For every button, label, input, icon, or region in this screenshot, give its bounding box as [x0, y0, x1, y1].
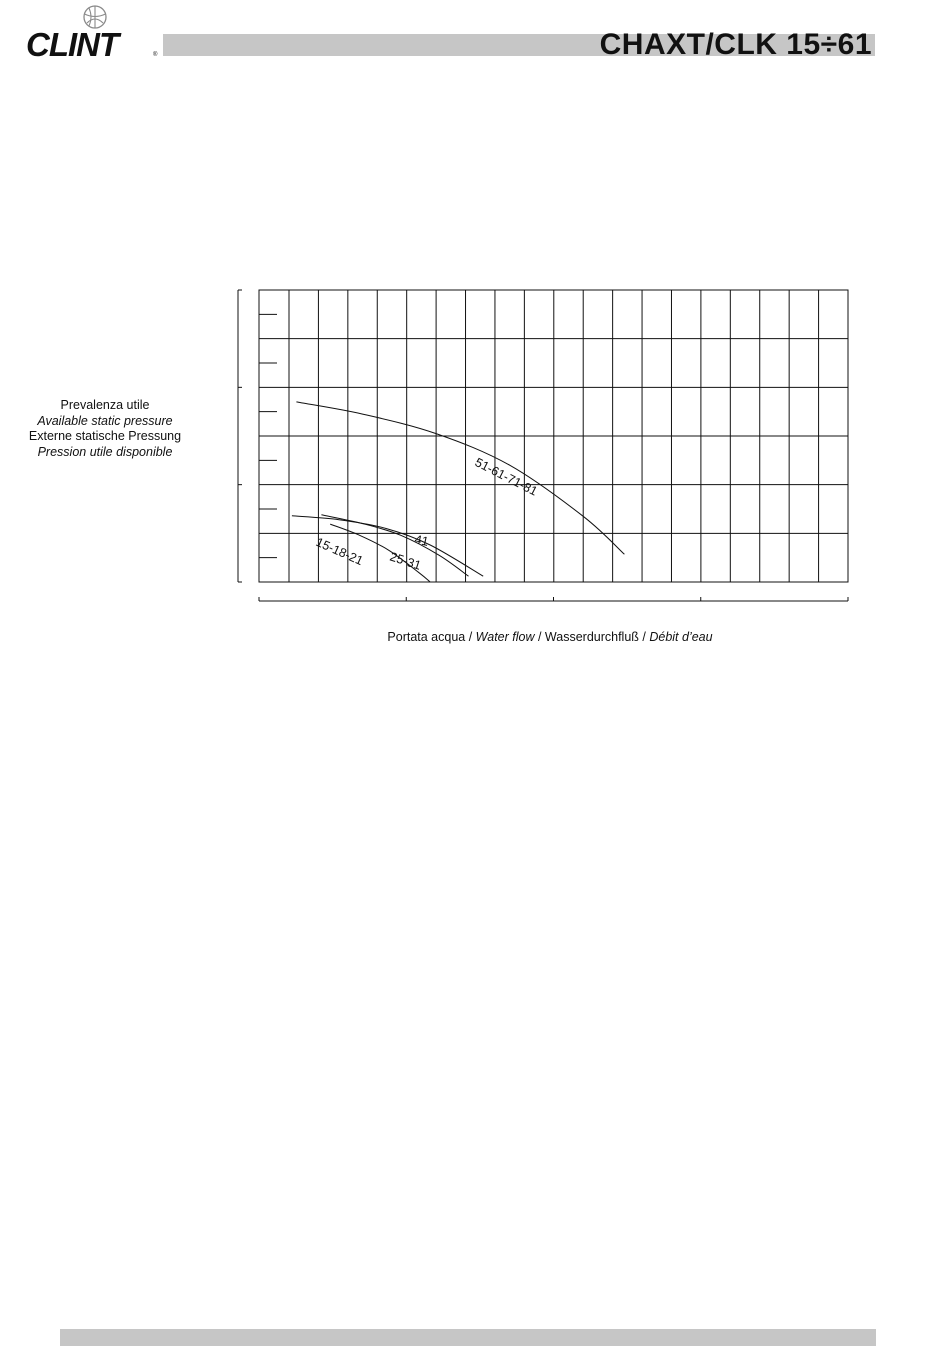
- curve-label-15-18-21: 15-18-21: [313, 534, 366, 569]
- y-axis-label-line: Pression utile disponible: [37, 444, 173, 459]
- y-axis-label-line: Externe statische Pressung: [28, 429, 182, 443]
- registered-mark: ®: [153, 52, 158, 58]
- series-line-51-61-71-81: [296, 402, 624, 554]
- curve-label-51-61-71-81: 51-61-71-81: [472, 455, 540, 499]
- y-axis-label-line: Available static pressure: [37, 413, 173, 428]
- x-axis-label-part: / Wasserdurchfluß /: [534, 630, 650, 644]
- curve-label-25-31: 25-31: [388, 549, 423, 573]
- y-axis-label-line: Prevalenza utile: [60, 398, 150, 412]
- curve-label-41: 41: [413, 532, 430, 549]
- x-axis-label-part: Portata acqua /: [387, 630, 476, 644]
- page-title: CHAXT/CLK 15÷61: [599, 28, 872, 61]
- x-axis-label-part: Water flow: [475, 630, 535, 644]
- chart-grid: [259, 290, 848, 582]
- footer-bar: [60, 1329, 876, 1346]
- x-axis-label-part: Débit d’eau: [649, 630, 713, 644]
- brand-name: CLINT: [26, 26, 119, 63]
- x-axis-label: [300, 630, 800, 644]
